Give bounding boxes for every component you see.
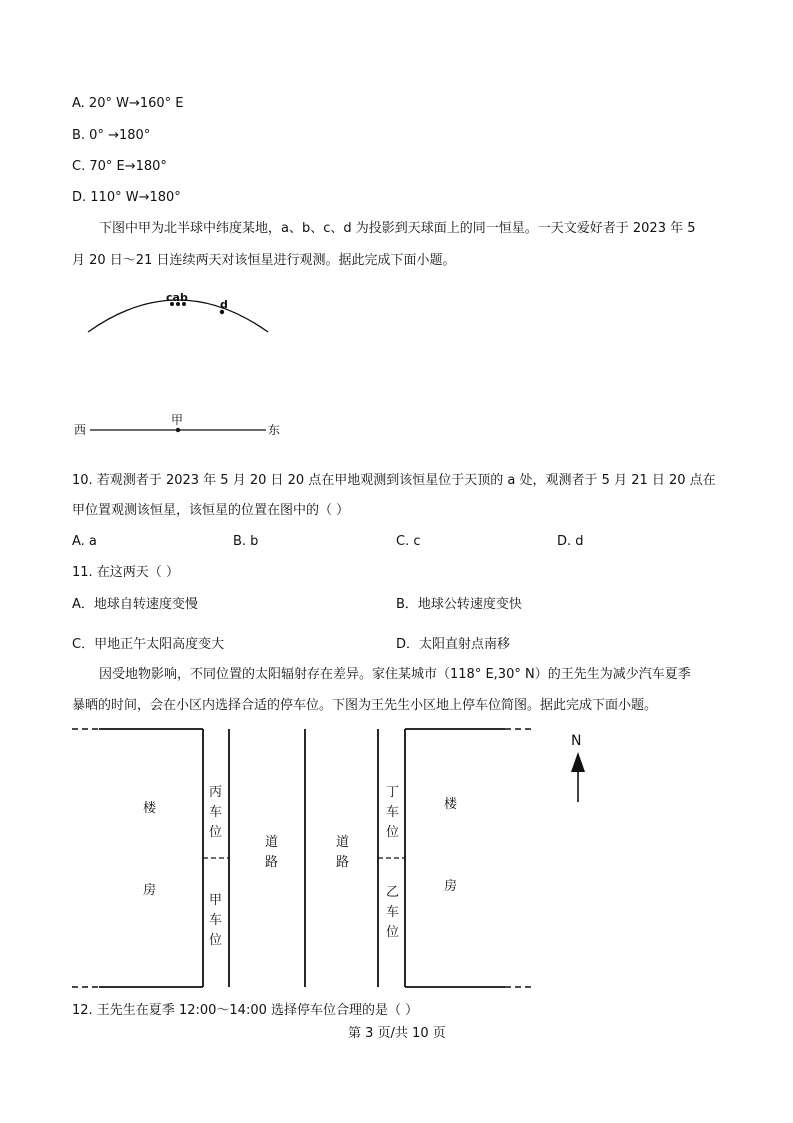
option-c: C. 70° E→180° (72, 159, 167, 174)
jia-spot-2: 车 (209, 913, 223, 928)
intro2-line2: 暴晒的时间，会在小区内选择合适的停车位。下图为王先生小区地上停车位简图。据此完成下面小题。 (72, 698, 658, 713)
star-labels-cab: cab (166, 291, 188, 304)
north-label: N (571, 733, 582, 749)
q11-option-b: B．地球公转速度变快 (396, 597, 522, 612)
ding-3: 位 (386, 825, 400, 840)
road-right-1: 道 (336, 835, 350, 850)
road-left-2: 路 (265, 855, 279, 870)
yi-3: 位 (386, 925, 400, 940)
intro1-line1: 下图中甲为北半球中纬度某地，a、b、c、d 为投影到天球面上的同一恒星。一天文爱好者于 2023 年 5 (99, 221, 696, 236)
east-label: 东 (268, 423, 281, 437)
bing-2: 车 (209, 805, 223, 820)
page-footer: 第 3 页/共 10 页 (348, 1026, 446, 1041)
yi-2: 车 (386, 905, 400, 920)
q10-option-d: D. d (557, 534, 584, 549)
q10-option-a: A. a (72, 534, 97, 549)
q11-option-a: A．地球自转速度变慢 (72, 597, 198, 612)
q11-option-d: D．太阳直射点南移 (396, 637, 511, 652)
option-b: B. 0° →180° (72, 128, 151, 143)
west-label: 西 (74, 423, 87, 437)
q10-option-b: B. b (233, 534, 259, 549)
left-building-fang: 房 (143, 883, 157, 898)
option-a: A. 20° W→160° E (72, 96, 184, 111)
star-label-d: d (220, 298, 228, 311)
q12-stem: 12. 王先生在夏季 12:00～14:00 选择停车位合理的是（ ） (72, 1003, 419, 1018)
q11-option-c: C．甲地正午太阳高度变大 (72, 637, 225, 652)
bing-3: 位 (209, 825, 223, 840)
jia-spot-3: 位 (209, 933, 223, 948)
bing-1: 丙 (209, 785, 223, 800)
intro2-line1: 因受地物影响，不同位置的太阳辐射存在差异。家住某城市（118° E,30° N）的王先生为减少汽车夏季 (99, 667, 691, 682)
q10-option-c: C. c (396, 534, 421, 549)
right-building-fang: 房 (444, 879, 458, 894)
intro1-line2: 月 20 日～21 日连续两天对该恒星进行观测。据此完成下面小题。 (72, 253, 456, 268)
north-arrow-head (571, 752, 585, 772)
left-building-lou: 楼 (143, 801, 157, 816)
yi-1: 乙 (386, 885, 400, 900)
parking-diagram (72, 729, 535, 987)
road-left-1: 道 (265, 835, 279, 850)
q11-stem: 11. 在这两天（ ） (72, 565, 179, 580)
q10-line2: 甲位置观测该恒星，该恒星的位置在图中的（ ） (72, 503, 350, 518)
jia-label: 甲 (171, 413, 184, 427)
q10-line1: 10. 若观测者于 2023 年 5 月 20 日 20 点在甲地观测到该恒星位于天顶的 a 处，观测者于 5 月 21 日 20 点在 (72, 473, 716, 488)
ding-2: 车 (386, 805, 400, 820)
right-building-lou: 楼 (444, 797, 458, 812)
jia-spot-1: 甲 (209, 893, 223, 908)
road-right-2: 路 (336, 855, 350, 870)
ding-1: 丁 (386, 785, 400, 800)
option-d: D. 110° W→180° (72, 190, 181, 205)
jia-point (176, 428, 180, 432)
